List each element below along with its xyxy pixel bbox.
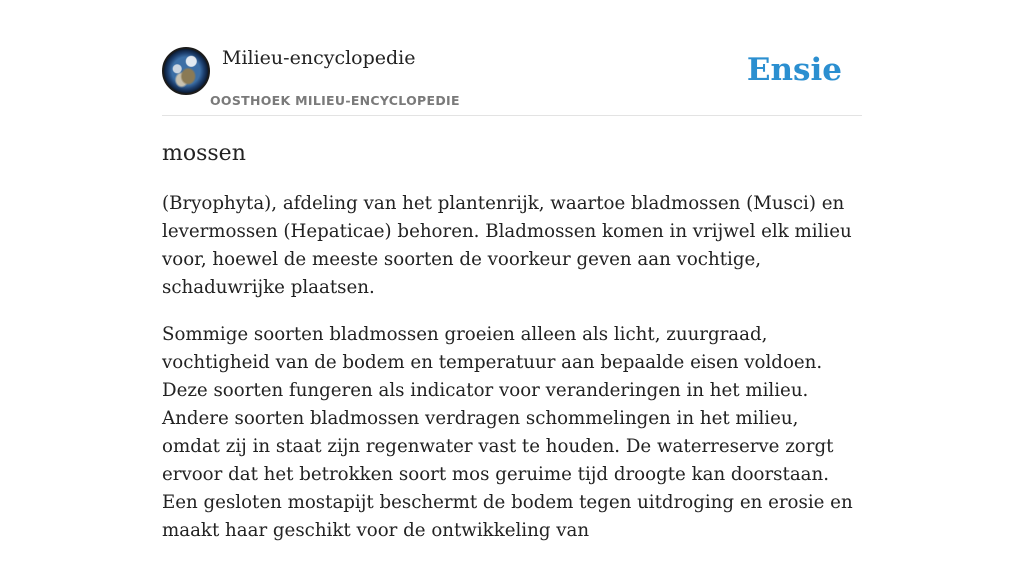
earth-globe-icon[interactable] — [162, 47, 210, 95]
entry-title: mossen — [162, 141, 246, 166]
entry-content — [162, 138, 862, 564]
site-subtitle: OOSTHOEK MILIEU-ENCYCLOPEDIE — [210, 93, 460, 108]
site-header — [162, 0, 862, 116]
entry-paragraph: Sommige soorten bladmossen groeien alleen als licht, zuurgraad, vochtigheid van de bodem en temperatuur aan bepaalde eisen voldoen. Deze soorten fungeren als indicator voor veranderingen in het milieu. Andere soorten bladmossen verdragen schommelingen in het milieu, omdat zij in staat zijn regenwater vast te houden. De waterreserve zorgt ervoor dat het betrokken soort mos geruime tijd droogte kan doorstaan. Een gesloten mostapijt beschermt de bodem tegen uitdroging en erosie en maakt haar geschikt voor de ontwikkeling van — [162, 324, 853, 541]
entry-paragraph: (Bryophyta), afdeling van het plantenrijk, waartoe bladmossen (Musci) en levermossen (Hepaticae) behoren. Bladmossen komen in vrijwel elk milieu voor, hoewel de meeste soorten de voorkeur geven aan vochtige, schaduwrijke plaatsen. — [162, 193, 852, 298]
site-title[interactable]: Milieu-encyclopedie — [222, 47, 416, 69]
ensie-logo-link[interactable]: Ensie — [746, 52, 842, 88]
